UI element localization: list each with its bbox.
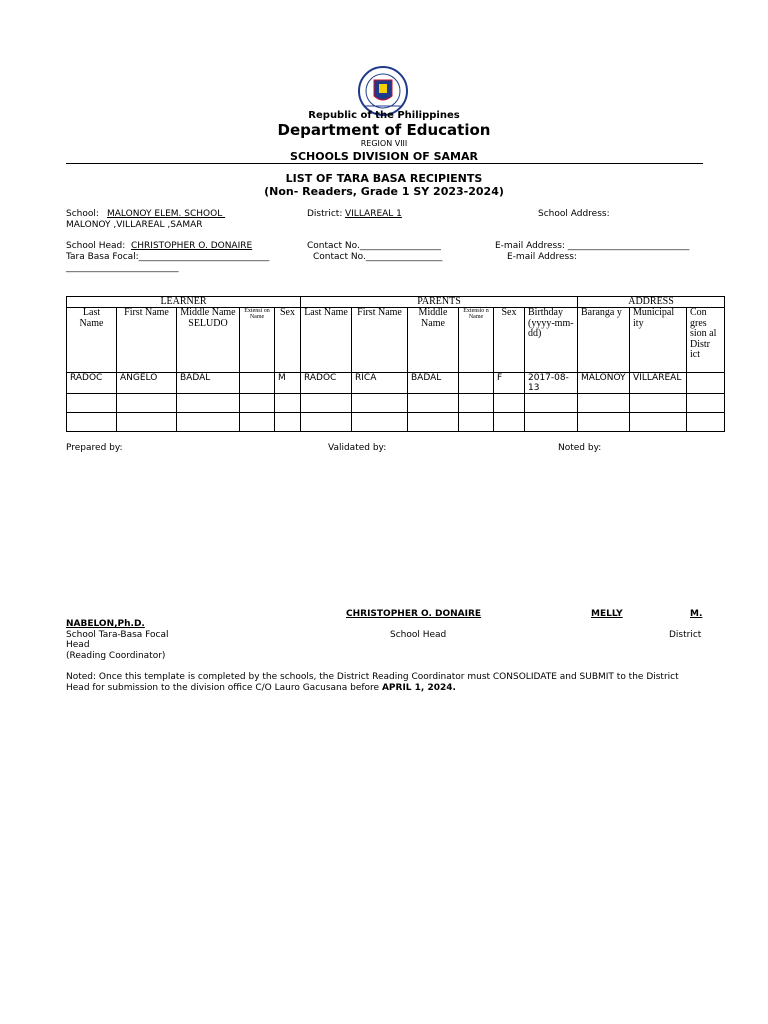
table-cell bbox=[459, 373, 494, 394]
empty-cell bbox=[275, 413, 301, 432]
table-row-empty bbox=[67, 413, 725, 432]
school-head-label: School Head: bbox=[66, 241, 126, 251]
focal-contact-no-field: Contact No._________________ bbox=[313, 252, 443, 262]
note-deadline: APRIL 1, 2024. bbox=[381, 683, 456, 693]
table-row-empty bbox=[67, 394, 725, 413]
table-cell: F bbox=[494, 373, 525, 394]
contact-no-field: Contact No.__________________ bbox=[307, 241, 441, 251]
empty-cell bbox=[408, 413, 459, 432]
col-parent-first-name: First Name bbox=[352, 308, 408, 373]
empty-cell bbox=[494, 394, 525, 413]
empty-cell bbox=[630, 394, 687, 413]
empty-cell bbox=[67, 413, 117, 432]
col-congressional-district: Con gres sion al Distr ict bbox=[687, 308, 725, 373]
republic-line: Republic of the Philippines bbox=[308, 110, 460, 121]
deped-seal-logo bbox=[357, 66, 409, 116]
empty-cell bbox=[177, 413, 240, 432]
school-address-label: School Address: bbox=[538, 209, 610, 219]
col-barangay: Baranga y bbox=[578, 308, 630, 373]
empty-cell bbox=[687, 394, 725, 413]
empty-cell bbox=[240, 413, 275, 432]
empty-cell bbox=[352, 394, 408, 413]
division-line: SCHOOLS DIVISION OF SAMAR bbox=[290, 150, 478, 163]
group-header-parents: PARENTS bbox=[301, 297, 578, 308]
focal-role-line1: School Tara-Basa Focal bbox=[66, 630, 169, 640]
empty-cell bbox=[578, 413, 630, 432]
table-cell: VILLAREAL bbox=[630, 373, 687, 394]
table-cell: BADAL bbox=[177, 373, 240, 394]
list-title: LIST OF TARA BASA RECIPIENTS bbox=[285, 172, 483, 185]
empty-cell bbox=[525, 413, 578, 432]
col-parent-extension-name: Extensio n Name bbox=[459, 308, 494, 373]
note-line2 bbox=[66, 683, 456, 693]
focal-underline-continuation: _________________________ bbox=[66, 263, 179, 273]
header-divider bbox=[66, 163, 703, 164]
school-name: MALONOY ELEM. SCHOOL bbox=[107, 209, 226, 219]
empty-cell bbox=[525, 394, 578, 413]
col-birthday: Birthday (yyyy-mm-dd) bbox=[525, 308, 578, 373]
district-signatory-first: MELLY bbox=[591, 609, 623, 619]
school-label: School: bbox=[66, 209, 99, 219]
region-line: REGION VIII bbox=[360, 139, 408, 148]
table-cell: BADAL bbox=[408, 373, 459, 394]
table-cell: M bbox=[275, 373, 301, 394]
focal-role-line2: Head bbox=[66, 640, 90, 650]
col-learner-last-name: Last Name bbox=[67, 308, 117, 373]
empty-cell bbox=[494, 413, 525, 432]
focal-email-address-label: E-mail Address: bbox=[507, 252, 577, 262]
tara-basa-recipients-table bbox=[66, 296, 725, 432]
table-cell: MALONOY bbox=[578, 373, 630, 394]
empty-cell bbox=[177, 394, 240, 413]
empty-cell bbox=[578, 394, 630, 413]
col-parent-last-name: Last Name bbox=[301, 308, 352, 373]
col-learner-middle-name: Middle Name SELUDO bbox=[177, 308, 240, 373]
noted-by-label: Noted by: bbox=[558, 443, 602, 453]
empty-cell bbox=[117, 394, 177, 413]
empty-cell bbox=[301, 394, 352, 413]
col-municipality: Municipal ity bbox=[630, 308, 687, 373]
table-cell: RADOC bbox=[67, 373, 117, 394]
col-learner-extension-name: Extensi on Name bbox=[240, 308, 275, 373]
group-header-learner: LEARNER bbox=[67, 297, 301, 308]
group-header-address: ADDRESS bbox=[578, 297, 725, 308]
table-cell: ANGELO bbox=[117, 373, 177, 394]
school-location: MALONOY ,VILLAREAL ,SAMAR bbox=[66, 220, 203, 230]
table-cell: RICA bbox=[352, 373, 408, 394]
empty-cell bbox=[240, 394, 275, 413]
empty-cell bbox=[459, 413, 494, 432]
district-role: District bbox=[669, 630, 702, 640]
district-label: District: bbox=[307, 209, 346, 219]
table-cell: RADOC bbox=[301, 373, 352, 394]
col-learner-sex: Sex bbox=[275, 308, 301, 373]
table-cell bbox=[240, 373, 275, 394]
table-cell: 2017-08-13 bbox=[525, 373, 578, 394]
col-parent-middle-name: Middle Name bbox=[408, 308, 459, 373]
district-signatory-surname: NABELON,Ph.D. bbox=[66, 619, 145, 629]
empty-cell bbox=[630, 413, 687, 432]
table-cell bbox=[687, 373, 725, 394]
department-title: Department of Education bbox=[277, 121, 491, 139]
empty-cell bbox=[67, 394, 117, 413]
school-head-signatory: CHRISTOPHER O. DONAIRE bbox=[346, 609, 482, 619]
table-row bbox=[67, 373, 725, 394]
tara-basa-focal-field: Tara Basa Focal:_____________________________ bbox=[66, 252, 270, 262]
district-signatory-initial: M. bbox=[690, 609, 703, 619]
empty-cell bbox=[459, 394, 494, 413]
school-head-role: School Head bbox=[390, 630, 447, 640]
district-name: VILLAREAL 1 bbox=[345, 209, 402, 219]
empty-cell bbox=[687, 413, 725, 432]
empty-cell bbox=[301, 413, 352, 432]
empty-cell bbox=[352, 413, 408, 432]
prepared-by-label: Prepared by: bbox=[66, 443, 123, 453]
note-line2-text: Head for submission to the division office C/O Lauro Gacusana before bbox=[66, 683, 382, 693]
empty-cell bbox=[117, 413, 177, 432]
empty-cell bbox=[275, 394, 301, 413]
validated-by-label: Validated by: bbox=[328, 443, 387, 453]
col-learner-first-name: First Name bbox=[117, 308, 177, 373]
empty-cell bbox=[408, 394, 459, 413]
col-parent-sex: Sex bbox=[494, 308, 525, 373]
email-address-field: E-mail Address: ___________________________ bbox=[495, 241, 690, 251]
list-subtitle: (Non- Readers, Grade 1 SY 2023-2024) bbox=[264, 185, 504, 198]
note-line1: Noted: Once this template is completed by the schools, the District Reading Coordinator must CONSOLIDATE and SUBMIT to the District bbox=[66, 672, 679, 682]
focal-role-line3: (Reading Coordinator) bbox=[66, 651, 166, 661]
school-head-name: CHRISTOPHER O. DONAIRE bbox=[131, 241, 253, 251]
